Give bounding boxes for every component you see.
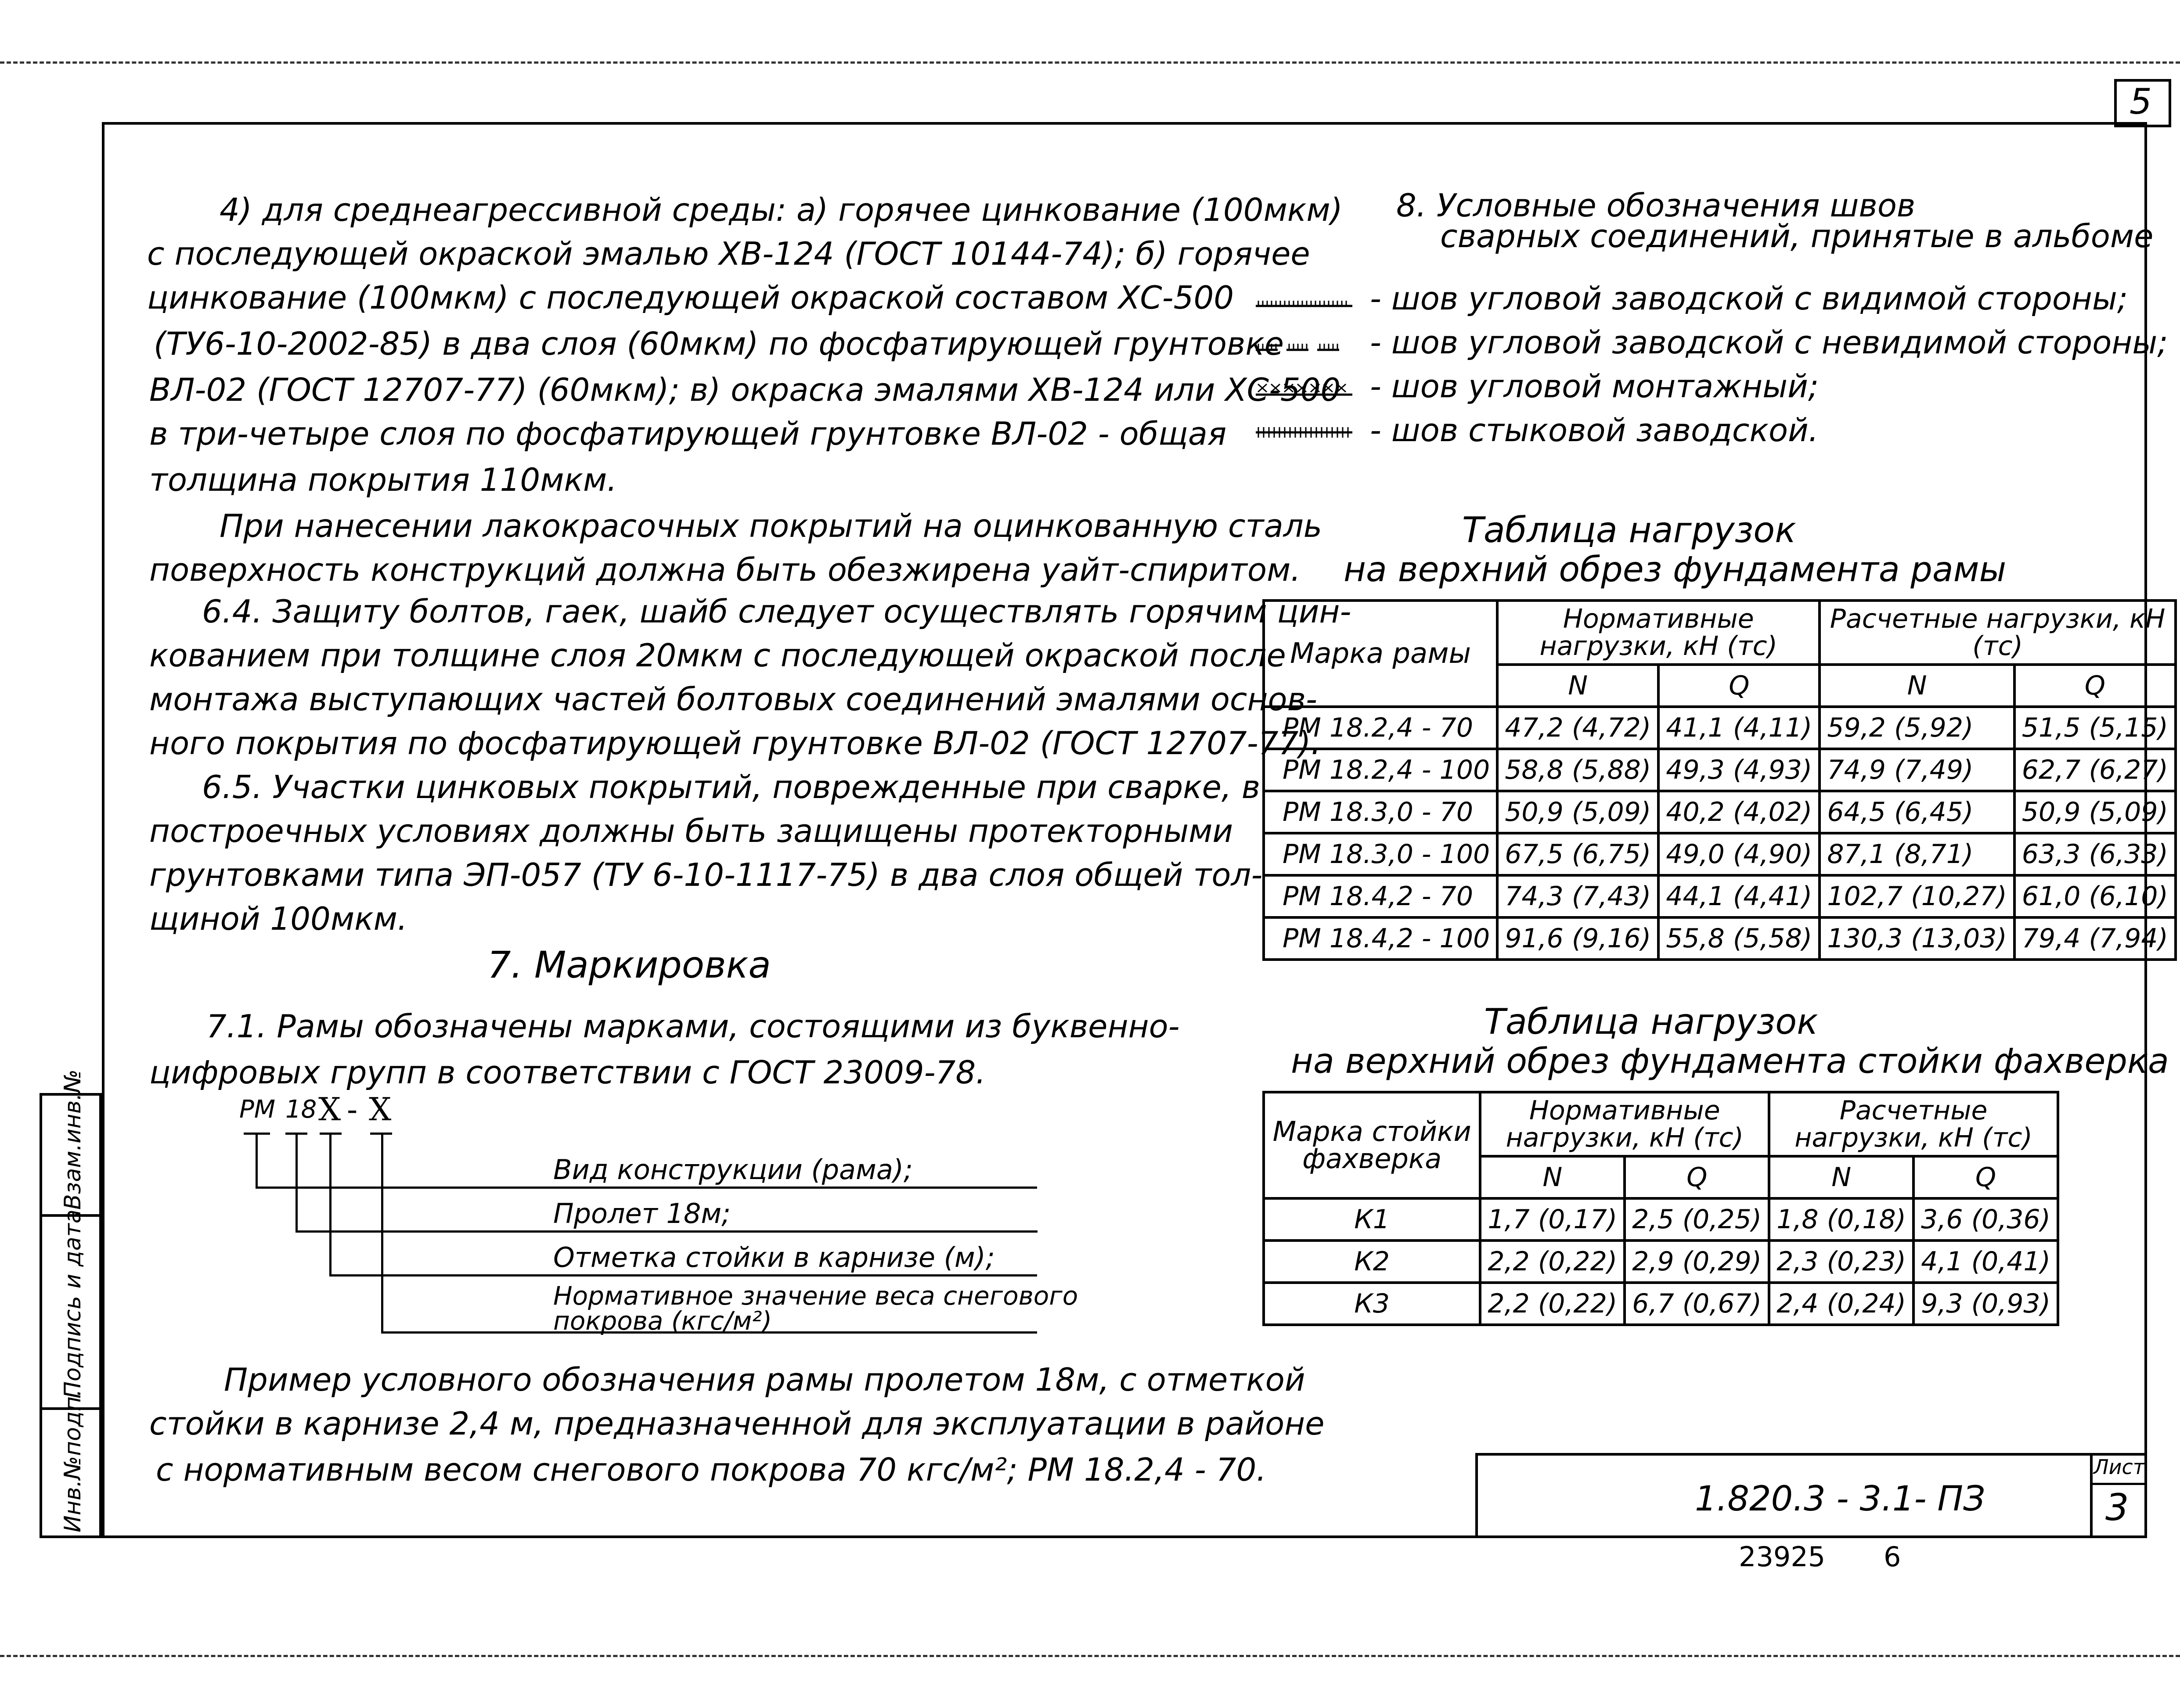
table-row — [1264, 791, 2176, 833]
table-cell: 87,1 (8,71) — [1820, 833, 2014, 875]
table-cell: К3 — [1264, 1283, 1480, 1325]
table-cell: 79,4 (7,94) — [2014, 917, 2176, 960]
text-line: стойки в карнизе 2,4 м, предназначенной для эксплуатации в районе — [149, 1405, 1325, 1442]
table-cell: РМ 18.2,4 - 70 — [1264, 707, 1497, 749]
fillet-hidden-weld-icon — [1256, 336, 1357, 353]
side-stamp-exchange: Взам.инв.№ — [60, 1069, 86, 1210]
table-cell: 49,3 (4,93) — [1658, 749, 1820, 791]
text-line: монтажа выступающих частей болтовых соединений эмалями основ- — [149, 681, 1317, 718]
marking-code-pm: РМ — [239, 1095, 276, 1124]
table1-title-2: на верхний обрез фундамента рамы — [1344, 550, 2007, 590]
marking-label-column-level: Отметка стойки в карнизе (м); — [553, 1241, 995, 1273]
table-row — [1264, 1283, 2058, 1325]
text-line: цинкование (100мкм) с последующей окраской составом ХС-500 — [147, 279, 1234, 316]
table-cell: 50,9 (5,09) — [1497, 791, 1658, 833]
table-cell: 44,1 (4,41) — [1658, 875, 1820, 917]
table-cell: К2 — [1264, 1241, 1480, 1283]
table-cell: 74,3 (7,43) — [1497, 875, 1658, 917]
table-cell: 102,7 (10,27) — [1820, 875, 2014, 917]
bottom-scan-line — [0, 1655, 2180, 1657]
table-cell: 40,2 (4,02) — [1658, 791, 1820, 833]
table-header-row — [1264, 1092, 2058, 1156]
text-line: в три-четыре слоя по фосфатирующей грунтовке ВЛ-02 - общая — [149, 415, 1227, 452]
text-line: ВЛ-02 (ГОСТ 12707-77) (60мкм); в) окраска эмалями ХВ-124 или ХС-500 — [149, 371, 1341, 408]
table-subheader: Q — [1913, 1156, 2058, 1198]
table-subheader: Q — [2014, 665, 2176, 707]
document-code: 1.820.3 - 3.1- ПЗ — [1695, 1479, 1985, 1519]
legend-row — [1256, 277, 2128, 320]
table-cell: 3,6 (0,36) — [1913, 1198, 2058, 1241]
text-line: 7.1. Рамы обозначены марками, состоящими из буквенно- — [206, 1008, 1180, 1045]
marking-code-18: 18 — [285, 1095, 317, 1124]
table-cell: 2,5 (0,25) — [1625, 1198, 1769, 1241]
table-cell: 1,8 (0,18) — [1769, 1198, 1913, 1241]
text-line: 6.4. Защиту болтов, гаек, шайб следует осуществлять горячим цин- — [202, 593, 1351, 630]
text-line: При нанесении лакокрасочных покрытий на оцинкованную сталь — [220, 507, 1322, 544]
marking-code-dash: - — [347, 1091, 358, 1128]
table1-title-1: Таблица нагрузок — [1462, 510, 1796, 550]
table-cell: 59,2 (5,92) — [1820, 707, 2014, 749]
leader-vertical-2 — [295, 1133, 298, 1233]
title-block-left-line — [1475, 1453, 1478, 1538]
table-subheader: N — [1820, 665, 2014, 707]
text-line: кованием при толщине слоя 20мкм с последующей окраской после — [149, 637, 1286, 674]
marking-code-x1: Х — [318, 1091, 341, 1128]
marking-label-snow-1: Нормативное значение веса снегового — [553, 1281, 1078, 1311]
table-cell: 4,1 (0,41) — [1913, 1241, 2058, 1283]
halfwork-column-loads-table — [1262, 1091, 2059, 1326]
section-8-title-2: сварных соединений, принятые в альбоме — [1440, 218, 2154, 255]
sheet-label: Лист — [2094, 1455, 2145, 1479]
table-cell: РМ 18.3,0 - 70 — [1264, 791, 1497, 833]
table2-title-2: на верхний обрез фундамента стойки фахверка — [1291, 1042, 2169, 1081]
title-block-sheet-label-line — [2090, 1483, 2147, 1485]
legend-text: - шов угловой заводской с видимой стороны; — [1370, 280, 2128, 317]
table-cell: 51,5 (5,15) — [2014, 707, 2176, 749]
legend-text: - шов стыковой заводской. — [1370, 412, 1819, 449]
text-line: толщина покрытия 110мкм. — [149, 461, 617, 498]
page-number-top: 5 — [2130, 81, 2152, 122]
table-cell: 63,3 (6,33) — [2014, 833, 2176, 875]
table-header-normative: Нормативные нагрузки, кН (тс) — [1480, 1092, 1769, 1156]
leader-horizontal-3 — [329, 1274, 1037, 1277]
leader-vertical-3 — [329, 1133, 332, 1277]
text-line: цифровых групп в соответствии с ГОСТ 23009-78. — [149, 1054, 986, 1091]
table-cell: 62,7 (6,27) — [2014, 749, 2176, 791]
table-cell: 6,7 (0,67) — [1625, 1283, 1769, 1325]
table-cell: 67,5 (6,75) — [1497, 833, 1658, 875]
table-cell: 2,2 (0,22) — [1480, 1241, 1625, 1283]
table-cell: 74,9 (7,49) — [1820, 749, 2014, 791]
table2-title-1: Таблица нагрузок — [1484, 1001, 1818, 1042]
marking-code-x2: Х — [369, 1091, 392, 1128]
table-cell: 91,6 (9,16) — [1497, 917, 1658, 960]
table-cell: 61,0 (6,10) — [2014, 875, 2176, 917]
text-line: 6.5. Участки цинковых покрытий, поврежденные при сварке, в — [202, 769, 1261, 805]
marking-label-type: Вид конструкции (рама); — [553, 1154, 913, 1186]
table-cell: 50,9 (5,09) — [2014, 791, 2176, 833]
side-stamp-inventory: Инв.№подп. — [60, 1389, 86, 1532]
table-subheader: N — [1497, 665, 1658, 707]
sheet-number: 3 — [2105, 1486, 2129, 1529]
table-row — [1264, 749, 2176, 791]
fillet-site-weld-icon — [1256, 380, 1357, 397]
table-cell: 9,3 (0,93) — [1913, 1283, 2058, 1325]
text-line: с нормативным весом снегового покрова 70 кгс/м²; РМ 18.2,4 - 70. — [156, 1451, 1267, 1488]
table-cell: РМ 18.4,2 - 100 — [1264, 917, 1497, 960]
table-row — [1264, 1241, 2058, 1283]
leader-horizontal-2 — [295, 1230, 1038, 1233]
text-line: 4) для среднеагрессивной среды: а) горячее цинкование (100мкм) — [220, 191, 1343, 228]
butt-shop-weld-icon — [1256, 424, 1357, 441]
side-stamp — [40, 1069, 102, 1538]
text-line: построечных условиях должны быть защищены протекторными — [149, 813, 1233, 849]
table-cell: 2,9 (0,29) — [1625, 1241, 1769, 1283]
side-stamp-signature: Подпись и дата — [60, 1209, 86, 1399]
table-cell: 1,7 (0,17) — [1480, 1198, 1625, 1241]
section-7-title: 7. Маркировка — [487, 943, 771, 986]
table-row — [1264, 917, 2176, 960]
marking-label-span: Пролет 18м; — [553, 1197, 731, 1230]
fillet-visible-weld-icon — [1256, 292, 1357, 309]
table-cell: 2,2 (0,22) — [1480, 1283, 1625, 1325]
text-line: щиной 100мкм. — [149, 900, 407, 937]
frame-loads-table — [1262, 599, 2177, 961]
text-line: с последующей окраской эмалью ХВ-124 (ГОСТ 10144-74); б) горячее — [147, 235, 1310, 272]
text-line: грунтовками типа ЭП-057 (ТУ 6-10-1117-75) в два слоя общей тол- — [149, 856, 1263, 893]
table-row — [1264, 1198, 2058, 1241]
legend-text: - шов угловой заводской с невидимой стороны; — [1370, 324, 2168, 361]
table-header-mark: Марка рамы — [1264, 600, 1497, 707]
table-cell: 58,8 (5,88) — [1497, 749, 1658, 791]
text-line: ного покрытия по фосфатирующей грунтовке ВЛ-02 (ГОСТ 12707-77). — [149, 725, 1321, 762]
table-subheader: Q — [1625, 1156, 1769, 1198]
top-scan-line — [0, 61, 2180, 64]
archive-number-suffix: 6 — [1884, 1541, 1901, 1573]
legend-row — [1256, 364, 1819, 408]
text-line: Пример условного обозначения рамы пролетом 18м, с отметкой — [224, 1361, 1305, 1398]
table-row — [1264, 833, 2176, 875]
table-cell: РМ 18.2,4 - 100 — [1264, 749, 1497, 791]
text-line: (ТУ6-10-2002-85) в два слоя (60мкм) по фосфатирующей грунтовке — [154, 325, 1284, 362]
leader-horizontal-1 — [256, 1187, 1037, 1189]
table-cell: К1 — [1264, 1198, 1480, 1241]
table-cell: РМ 18.4,2 - 70 — [1264, 875, 1497, 917]
table-cell: 2,4 (0,24) — [1769, 1283, 1913, 1325]
title-block-top-line — [1475, 1453, 2147, 1456]
table-cell: 130,3 (13,03) — [1820, 917, 2014, 960]
table-row — [1264, 875, 2176, 917]
leader-vertical-1 — [256, 1133, 258, 1189]
table-cell: 2,3 (0,23) — [1769, 1241, 1913, 1283]
table-subheader: Q — [1658, 665, 1820, 707]
table-subheader: N — [1769, 1156, 1913, 1198]
table-cell: РМ 18.3,0 - 100 — [1264, 833, 1497, 875]
table-header-row — [1264, 600, 2176, 665]
legend-text: - шов угловой монтажный; — [1370, 368, 1819, 405]
legend-row — [1256, 408, 1819, 452]
legend-row — [1256, 320, 2168, 364]
table-header-design: Расчетные нагрузки, кН (тс) — [1820, 600, 2176, 665]
table-subheader: N — [1480, 1156, 1625, 1198]
table-header-design: Расчетные нагрузки, кН (тс) — [1769, 1092, 2058, 1156]
table-cell: 49,0 (4,90) — [1658, 833, 1820, 875]
leader-vertical-4 — [381, 1133, 383, 1334]
text-line: поверхность конструкций должна быть обезжирена уайт-спиритом. — [149, 551, 1301, 588]
table-cell: 64,5 (6,45) — [1820, 791, 2014, 833]
table-row — [1264, 707, 2176, 749]
table-cell: 41,1 (4,11) — [1658, 707, 1820, 749]
table-header-mark: Марка стойки фахверка — [1264, 1092, 1480, 1198]
table-cell: 47,2 (4,72) — [1497, 707, 1658, 749]
table-header-normative: Нормативные нагрузки, кН (тс) — [1497, 600, 1820, 665]
archive-number: 23925 — [1739, 1541, 1826, 1573]
section-8-title-1: 8. Условные обозначения швов — [1396, 187, 1916, 224]
title-block-sheet-divider — [2090, 1453, 2093, 1538]
table-cell: 55,8 (5,58) — [1658, 917, 1820, 960]
marking-label-snow-2: покрова (кгс/м²) — [553, 1306, 772, 1336]
